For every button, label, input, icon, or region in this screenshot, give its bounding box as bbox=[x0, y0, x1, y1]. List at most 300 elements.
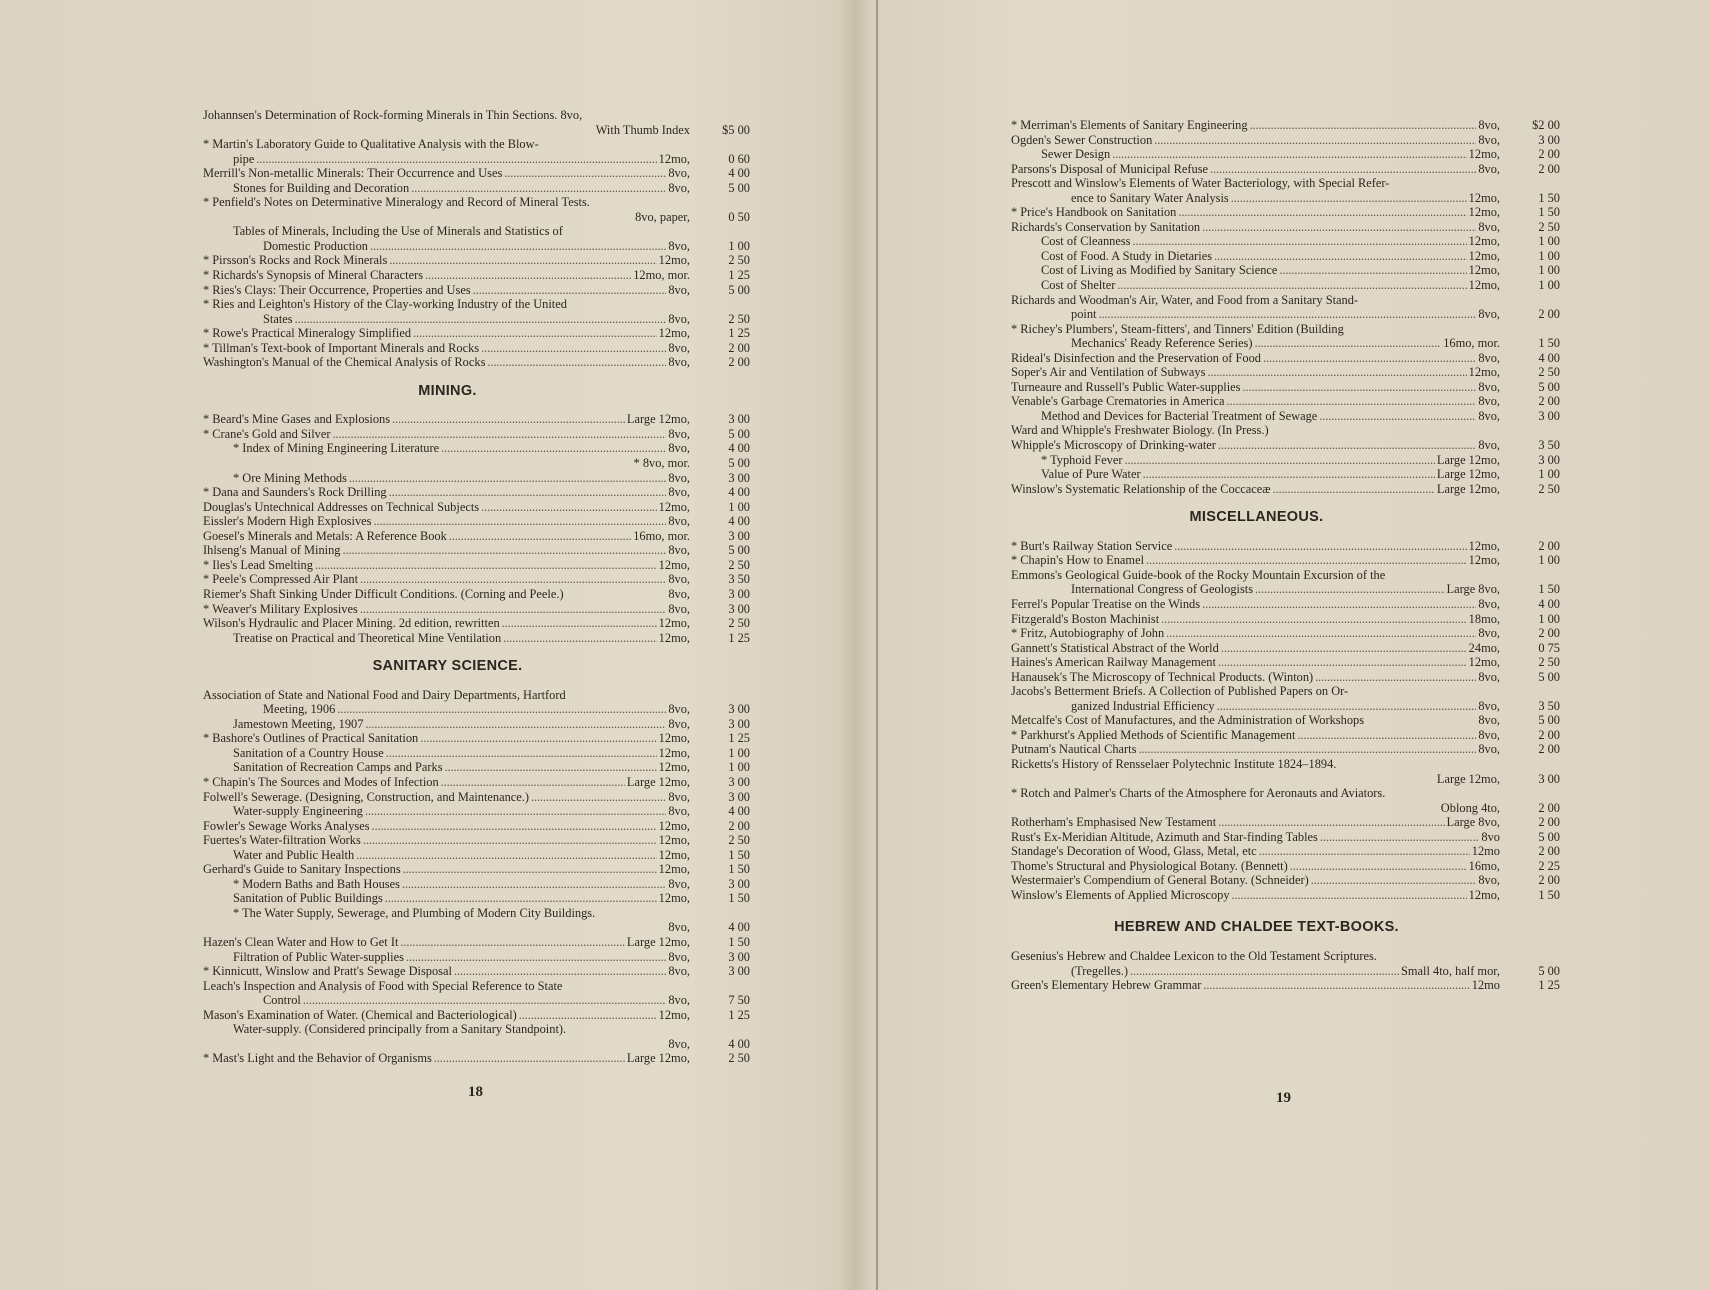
entry-title: Eissler's Modern High Explosives bbox=[203, 514, 372, 529]
entry-format: 12mo, bbox=[658, 847, 690, 862]
entry-format: 8vo, bbox=[668, 166, 690, 181]
catalog-entry bbox=[203, 108, 752, 137]
entry-price: 3 00 bbox=[728, 528, 750, 543]
entry-price: 5 00 bbox=[728, 180, 750, 195]
section-title-miscellaneous: MISCELLANEOUS. bbox=[1189, 509, 1324, 526]
catalog-entry bbox=[203, 253, 752, 268]
miscellaneous-list bbox=[1011, 539, 1562, 903]
catalog-entry bbox=[1011, 539, 1562, 554]
catalog-entry bbox=[1011, 728, 1562, 743]
entry-title: Goesel's Minerals and Metals: A Reference Book bbox=[203, 528, 447, 543]
catalog-entry bbox=[1011, 278, 1562, 293]
entry-title: Folwell's Sewerage. (Designing, Construction, and Maintenance.) bbox=[203, 789, 530, 804]
entry-format: 12mo, mor. bbox=[633, 268, 690, 283]
dot-leader bbox=[1130, 964, 1399, 979]
catalog-entry bbox=[1011, 553, 1562, 568]
catalog-entry bbox=[203, 862, 752, 877]
entry-price: 2 50 bbox=[728, 311, 750, 326]
entry-title: * Iles's Lead Smelting bbox=[203, 557, 313, 572]
catalog-entry bbox=[203, 326, 752, 341]
entry-title: Venable's Garbage Crematories in America bbox=[1011, 394, 1225, 409]
entry-title: Cost of Cleanness bbox=[1041, 234, 1131, 249]
entry-price: 2 50 bbox=[728, 1051, 750, 1066]
entry-format: 8vo, bbox=[1478, 727, 1500, 742]
catalog-entry bbox=[1011, 438, 1562, 453]
entry-price: 3 00 bbox=[728, 964, 750, 979]
entry-title: Parsons's Disposal of Municipal Refuse bbox=[1011, 161, 1209, 176]
mineralogy-list bbox=[203, 108, 752, 370]
dot-leader bbox=[400, 935, 625, 950]
dot-leader bbox=[504, 166, 666, 181]
entry-format: Large 8vo, bbox=[1446, 582, 1500, 597]
catalog-entry bbox=[203, 935, 752, 950]
dot-leader bbox=[481, 500, 657, 515]
entry-format: 12mo, bbox=[1468, 538, 1500, 553]
catalog-entry bbox=[1011, 757, 1562, 786]
catalog-entry bbox=[203, 456, 752, 471]
catalog-entry bbox=[1011, 234, 1562, 249]
catalog-entry bbox=[1011, 568, 1562, 597]
entry-price: 1 00 bbox=[728, 745, 750, 760]
dot-leader bbox=[1138, 742, 1476, 757]
catalog-entry bbox=[1011, 670, 1562, 685]
entry-price: 1 50 bbox=[1538, 582, 1560, 597]
entry-format: 8vo, bbox=[668, 426, 690, 441]
entry-price: 5 00 bbox=[1538, 669, 1560, 684]
catalog-entry bbox=[203, 558, 752, 573]
entry-price: 1 25 bbox=[728, 731, 750, 746]
catalog-entry bbox=[1011, 482, 1562, 497]
entry-title: Ricketts's History of Rensselaer Polytechnic Institute 1824–1894. bbox=[1011, 756, 1337, 771]
dot-leader bbox=[349, 471, 666, 486]
dot-leader bbox=[256, 152, 656, 167]
entry-price: 5 00 bbox=[728, 543, 750, 558]
entry-price: 2 25 bbox=[1538, 858, 1560, 873]
entry-format: 12mo, bbox=[658, 630, 690, 645]
dot-leader bbox=[441, 775, 625, 790]
catalog-entry bbox=[203, 485, 752, 500]
catalog-entry bbox=[1011, 655, 1562, 670]
entry-title: * Richey's Plumbers', Steam-fitters', and Tinners' Edition (Building bbox=[1011, 321, 1344, 336]
entry-price: 2 50 bbox=[728, 833, 750, 848]
catalog-entry bbox=[203, 979, 752, 1008]
entry-format: 16mo, bbox=[1468, 858, 1500, 873]
dot-leader bbox=[1143, 467, 1435, 482]
entry-price: 5 00 bbox=[1538, 963, 1560, 978]
entry-title: Gannett's Statistical Abstract of the World bbox=[1011, 640, 1219, 655]
dot-leader bbox=[1218, 438, 1476, 453]
entry-title: * Crane's Gold and Silver bbox=[203, 426, 331, 441]
dot-leader bbox=[1226, 394, 1476, 409]
entry-price: 2 00 bbox=[1538, 727, 1560, 742]
catalog-entry bbox=[1011, 263, 1562, 278]
dot-leader bbox=[370, 239, 666, 254]
entry-format: Large 12mo, bbox=[626, 774, 690, 789]
catalog-entry bbox=[1011, 380, 1562, 395]
catalog-entry bbox=[203, 283, 752, 298]
entry-title: * Price's Handbook on Sanitation bbox=[1011, 205, 1177, 220]
entry-price: 3 00 bbox=[728, 716, 750, 731]
entry-format: 12mo, bbox=[1468, 365, 1500, 380]
catalog-entry bbox=[203, 616, 752, 631]
catalog-entry bbox=[203, 355, 752, 370]
entry-title: Emmons's Geological Guide-book of the Rocky Mountain Excursion of the bbox=[1011, 567, 1386, 582]
entry-title: International Congress of Geologists bbox=[1071, 582, 1254, 597]
entry-format: 12mo, bbox=[1468, 190, 1500, 205]
entry-title: Leach's Inspection and Analysis of Food with Special Reference to State bbox=[203, 978, 563, 993]
dot-leader bbox=[519, 1008, 657, 1023]
dot-leader bbox=[392, 412, 625, 427]
entry-price: 1 00 bbox=[1538, 611, 1560, 626]
catalog-entry bbox=[1011, 147, 1562, 162]
entry-format: 8vo, paper, bbox=[635, 209, 690, 224]
entry-format: 8vo, bbox=[1478, 438, 1500, 453]
dot-leader bbox=[1250, 118, 1477, 133]
section-title-mining: MINING. bbox=[418, 382, 477, 399]
entry-price: 7 50 bbox=[728, 993, 750, 1008]
catalog-entry bbox=[203, 166, 752, 181]
dot-leader bbox=[1125, 453, 1435, 468]
catalog-entry bbox=[203, 137, 752, 166]
entry-price: 2 00 bbox=[1538, 147, 1560, 162]
dot-leader bbox=[1210, 162, 1476, 177]
dot-leader bbox=[1178, 205, 1466, 220]
catalog-entry bbox=[203, 790, 752, 805]
entry-price: 3 00 bbox=[728, 702, 750, 717]
entry-title: Method and Devices for Bacterial Treatment of Sewage bbox=[1041, 408, 1318, 423]
entry-title: Stones for Building and Decoration bbox=[233, 180, 410, 195]
entry-title: Cost of Food. A Study in Dietaries bbox=[1041, 248, 1213, 263]
dot-leader bbox=[1202, 597, 1476, 612]
catalog-entry bbox=[1011, 978, 1562, 993]
entry-title: States bbox=[263, 311, 293, 326]
entry-format: 8vo, bbox=[1478, 408, 1500, 423]
entry-title: * Bashore's Outlines of Practical Sanitation bbox=[203, 731, 419, 746]
entry-title: ganized Industrial Efficiency bbox=[1071, 698, 1215, 713]
entry-format: Large 12mo, bbox=[626, 1051, 690, 1066]
entry-format: * 8vo, mor. bbox=[633, 456, 690, 471]
entry-title: Soper's Air and Ventilation of Subways bbox=[1011, 365, 1206, 380]
entry-format: 8vo, bbox=[668, 949, 690, 964]
entry-format: Large 12mo, bbox=[1436, 481, 1500, 496]
entry-format: 12mo, bbox=[658, 557, 690, 572]
entry-price: 2 00 bbox=[1538, 307, 1560, 322]
catalog-entry bbox=[1011, 394, 1562, 409]
catalog-entry bbox=[203, 587, 752, 602]
entry-format: 8vo, bbox=[668, 470, 690, 485]
entry-title: Rotherham's Emphasised New Testament bbox=[1011, 815, 1217, 830]
dot-leader bbox=[385, 891, 657, 906]
dot-leader bbox=[413, 326, 657, 341]
entry-price: $2 00 bbox=[1532, 118, 1560, 132]
dot-leader bbox=[1255, 582, 1445, 597]
entry-title: Sewer Design bbox=[1041, 147, 1111, 162]
entry-title: Treatise on Practical and Theoretical Mine Ventilation bbox=[233, 630, 502, 645]
catalog-entry bbox=[203, 877, 752, 892]
catalog-entry bbox=[203, 341, 752, 356]
entry-title: Douglas's Untechnical Addresses on Technical Subjects bbox=[203, 499, 480, 514]
entry-format: Large 12mo, bbox=[1436, 467, 1500, 482]
dot-leader bbox=[389, 485, 667, 500]
entry-title: * Burt's Railway Station Service bbox=[1011, 538, 1173, 553]
catalog-entry bbox=[1011, 873, 1562, 888]
entry-title: Sanitation of Public Buildings bbox=[233, 891, 383, 906]
dot-leader bbox=[372, 819, 657, 834]
entry-format: 12mo, bbox=[658, 745, 690, 760]
dot-leader bbox=[406, 950, 666, 965]
dot-leader bbox=[389, 253, 656, 268]
catalog-entry bbox=[1011, 949, 1562, 978]
entry-price: 1 00 bbox=[1538, 467, 1560, 482]
entry-title: pipe bbox=[233, 151, 255, 166]
catalog-entry bbox=[203, 848, 752, 863]
entry-title: * Chapin's The Sources and Modes of Infection bbox=[203, 774, 439, 789]
entry-title: Prescott and Winslow's Elements of Water Bacteriology, with Special Refer- bbox=[1011, 176, 1390, 191]
entry-format: Small 4to, half mor, bbox=[1401, 963, 1500, 978]
dot-leader bbox=[1217, 699, 1477, 714]
page-number-left: 18 bbox=[468, 1084, 483, 1100]
entry-format: 12mo bbox=[1471, 844, 1500, 859]
entry-price: 1 25 bbox=[1538, 978, 1560, 993]
entry-format: 8vo, bbox=[1478, 698, 1500, 713]
entry-title: Johannsen's Determination of Rock-forming Minerals in Thin Sections. 8vo, bbox=[203, 108, 583, 122]
entry-price: 3 00 bbox=[1538, 132, 1560, 147]
entry-title: ence to Sanitary Water Analysis bbox=[1071, 190, 1229, 205]
dot-leader bbox=[481, 341, 666, 356]
entry-title: * Weaver's Military Explosives bbox=[203, 601, 358, 616]
entry-price: 1 00 bbox=[1538, 553, 1560, 568]
entry-title: * Pirsson's Rocks and Rock Minerals bbox=[203, 253, 388, 268]
entry-format: 12mo, bbox=[658, 862, 690, 877]
catalog-entry bbox=[203, 631, 752, 646]
entry-format: 8vo, bbox=[668, 514, 690, 529]
dot-leader bbox=[1174, 539, 1466, 554]
entry-title: Water and Public Health bbox=[233, 847, 355, 862]
catalog-entry bbox=[1011, 322, 1562, 351]
entry-format: 8vo, bbox=[668, 804, 690, 819]
dot-leader bbox=[356, 848, 657, 863]
entry-format: 8vo, bbox=[1478, 873, 1500, 888]
entry-format: 24mo, bbox=[1468, 640, 1500, 655]
dot-leader bbox=[1166, 626, 1476, 641]
entry-price: 0 50 bbox=[728, 209, 750, 224]
entry-title: Tables of Minerals, Including the Use of Minerals and Statistics of bbox=[233, 224, 563, 239]
catalog-entry bbox=[1011, 742, 1562, 757]
entry-format: 8vo, bbox=[668, 1036, 690, 1051]
section-title-hebrew-chaldee: HEBREW AND CHALDEE TEXT-BOOKS. bbox=[1114, 919, 1399, 936]
entry-price: 1 25 bbox=[728, 1007, 750, 1022]
catalog-entry bbox=[203, 543, 752, 558]
entry-price: 1 00 bbox=[1538, 263, 1560, 278]
entry-title: * Ore Mining Methods bbox=[233, 470, 347, 485]
entry-format: 8vo, bbox=[668, 601, 690, 616]
entry-format: 8vo, bbox=[668, 876, 690, 891]
dot-leader bbox=[342, 543, 666, 558]
catalog-entry bbox=[1011, 176, 1562, 205]
entry-price: 3 00 bbox=[728, 470, 750, 485]
page-18 bbox=[203, 108, 752, 1066]
entry-title: Sanitation of Recreation Camps and Parks bbox=[233, 760, 443, 775]
entry-title: * Ries and Leighton's History of the Clay-working Industry of the United bbox=[203, 297, 567, 312]
entry-title: Association of State and National Food and Dairy Departments, Hartford bbox=[203, 687, 566, 702]
entry-title: Fuertes's Water-filtration Works bbox=[203, 833, 361, 848]
entry-title: Ward and Whipple's Freshwater Biology. (In Press.) bbox=[1011, 423, 1269, 438]
dot-leader bbox=[365, 717, 666, 732]
dot-leader bbox=[1231, 191, 1467, 206]
catalog-entry bbox=[203, 775, 752, 790]
entry-title: Water-supply. (Considered principally from a Sanitary Standpoint). bbox=[233, 1022, 567, 1037]
dot-leader bbox=[454, 964, 666, 979]
dot-leader bbox=[1290, 859, 1467, 874]
entry-format: Large 8vo, bbox=[1446, 815, 1500, 830]
entry-price: 4 00 bbox=[1538, 350, 1560, 365]
entry-format: 8vo, bbox=[668, 282, 690, 297]
entry-title: Standage's Decoration of Wood, Glass, Metal, etc bbox=[1011, 844, 1257, 859]
entry-title: * Index of Mining Engineering Literature bbox=[233, 441, 440, 456]
entry-price: 3 00 bbox=[728, 412, 750, 427]
dot-leader bbox=[1161, 612, 1467, 627]
entry-title: Mechanics' Ready Reference Series) bbox=[1071, 336, 1253, 351]
catalog-entry bbox=[1011, 786, 1562, 815]
entry-title: Hazen's Clean Water and How to Get It bbox=[203, 934, 399, 949]
entry-title: Cost of Living as Modified by Sanitary Science bbox=[1041, 263, 1278, 278]
entry-format: 8vo, bbox=[1478, 132, 1500, 147]
entry-format: 12mo, bbox=[1468, 147, 1500, 162]
entry-title: Riemer's Shaft Sinking Under Difficult Conditions. (Corning and Peele.) bbox=[203, 586, 564, 601]
entry-price: 2 50 bbox=[728, 616, 750, 631]
entry-title: Meeting, 1906 bbox=[263, 702, 336, 717]
entry-price: 3 00 bbox=[1538, 408, 1560, 423]
dot-leader bbox=[1315, 670, 1476, 685]
entry-title: Jacobs's Betterment Briefs. A Collection of Published Papers on Or- bbox=[1011, 684, 1349, 699]
entry-title: Hanausek's The Microscopy of Technical Products. (Winton) bbox=[1011, 669, 1314, 684]
catalog-entry bbox=[1011, 626, 1562, 641]
entry-price: 5 00 bbox=[1538, 379, 1560, 394]
dot-leader bbox=[487, 355, 666, 370]
dot-leader bbox=[1112, 147, 1467, 162]
entry-title: Cost of Shelter bbox=[1041, 278, 1116, 293]
catalog-entry bbox=[203, 427, 752, 442]
entry-format: 8vo, bbox=[668, 920, 690, 935]
entry-title: Jamestown Meeting, 1907 bbox=[233, 716, 364, 731]
entry-format: 8vo, bbox=[668, 543, 690, 558]
hebrew-chaldee-list bbox=[1011, 949, 1562, 993]
catalog-entry bbox=[1011, 133, 1562, 148]
dot-leader bbox=[1218, 655, 1467, 670]
entry-price: 3 00 bbox=[728, 789, 750, 804]
catalog-entry bbox=[1011, 888, 1562, 903]
entry-title: Haines's American Railway Management bbox=[1011, 655, 1216, 670]
entry-price: 2 00 bbox=[1538, 626, 1560, 641]
entry-price: 2 50 bbox=[1538, 365, 1560, 380]
entry-price: 1 25 bbox=[728, 326, 750, 341]
entry-title: * Martin's Laboratory Guide to Qualitative Analysis with the Blow- bbox=[203, 137, 539, 152]
entry-price: 3 00 bbox=[728, 876, 750, 891]
entry-price: $5 00 bbox=[722, 122, 750, 137]
entry-format: 8vo, bbox=[668, 340, 690, 355]
entry-format: 8vo, bbox=[1478, 379, 1500, 394]
entry-format: 8vo, bbox=[1478, 626, 1500, 641]
dot-leader bbox=[1259, 844, 1470, 859]
catalog-entry bbox=[203, 471, 752, 486]
dot-leader bbox=[1154, 133, 1476, 148]
entry-title: Richards's Conservation by Sanitation bbox=[1011, 219, 1201, 234]
dot-leader bbox=[1202, 220, 1476, 235]
catalog-entry bbox=[203, 688, 752, 717]
catalog-entry bbox=[203, 717, 752, 732]
entry-title: * Merriman's Elements of Sanitary Engineering bbox=[1011, 118, 1248, 132]
entry-price: 2 50 bbox=[728, 253, 750, 268]
entry-title: Rust's Ex-Meridian Altitude, Azimuth and Star-finding Tables bbox=[1011, 829, 1318, 844]
entry-format: 8vo, bbox=[1478, 161, 1500, 176]
catalog-entry bbox=[203, 1051, 752, 1066]
entry-title: Green's Elementary Hebrew Grammar bbox=[1011, 978, 1202, 993]
entry-price: 2 00 bbox=[1538, 161, 1560, 176]
entry-format: 12mo, bbox=[658, 891, 690, 906]
entry-format: 8vo, bbox=[668, 355, 690, 370]
entry-price: 3 00 bbox=[728, 949, 750, 964]
entry-title: Washington's Manual of the Chemical Analysis of Rocks bbox=[203, 355, 486, 370]
entry-price: 2 00 bbox=[1538, 538, 1560, 553]
entry-title: Control bbox=[263, 993, 301, 1008]
entry-title: * The Water Supply, Sewerage, and Plumbing of Modern City Buildings. bbox=[233, 905, 596, 920]
entry-price: 1 50 bbox=[1538, 336, 1560, 351]
dot-leader bbox=[420, 731, 656, 746]
dot-leader bbox=[1272, 482, 1434, 497]
entry-title: * Kinnicutt, Winslow and Pratt's Sewage Disposal bbox=[203, 964, 452, 979]
entry-price: 3 00 bbox=[728, 586, 750, 601]
entry-format: 8vo, bbox=[1478, 350, 1500, 365]
entry-title: * Rotch and Palmer's Charts of the Atmosphere for Aeronauts and Aviators. bbox=[1011, 786, 1386, 801]
entry-price: 1 00 bbox=[1538, 234, 1560, 249]
entry-price: 1 50 bbox=[728, 862, 750, 877]
entry-format: 8vo, bbox=[668, 180, 690, 195]
entry-title: * Chapin's How to Enamel bbox=[1011, 553, 1145, 568]
catalog-entry bbox=[203, 1008, 752, 1023]
catalog-entry bbox=[203, 297, 752, 326]
catalog-entry bbox=[1011, 713, 1562, 728]
entry-format: 8vo, bbox=[668, 441, 690, 456]
dot-leader bbox=[411, 181, 666, 196]
entry-price: 1 50 bbox=[728, 934, 750, 949]
entry-title: Putnam's Nautical Charts bbox=[1011, 742, 1137, 757]
catalog-entry bbox=[1011, 597, 1562, 612]
catalog-entry bbox=[203, 964, 752, 979]
entry-format: 12mo, bbox=[658, 731, 690, 746]
entry-title: * Penfield's Notes on Determinative Mineralogy and Record of Mineral Tests. bbox=[203, 195, 590, 210]
entry-price: 0 75 bbox=[1538, 640, 1560, 655]
entry-price: 1 50 bbox=[728, 847, 750, 862]
catalog-entry bbox=[203, 514, 752, 529]
dot-leader bbox=[1232, 888, 1467, 903]
entry-title: Wilson's Hydraulic and Placer Mining. 2d edition, rewritten bbox=[203, 616, 500, 631]
entry-price: 3 50 bbox=[728, 572, 750, 587]
entry-format: 16mo, mor. bbox=[633, 528, 690, 543]
entry-format: 8vo, bbox=[668, 702, 690, 717]
catalog-entry bbox=[203, 602, 752, 617]
entry-format: 8vo, bbox=[668, 311, 690, 326]
entry-format: 12mo, bbox=[658, 616, 690, 631]
entry-format: 12mo, bbox=[1468, 655, 1500, 670]
catalog-entry bbox=[203, 731, 752, 746]
entry-title: * Typhoid Fever bbox=[1041, 452, 1123, 467]
entry-title: * Rowe's Practical Mineralogy Simplified bbox=[203, 326, 412, 341]
dot-leader bbox=[373, 514, 666, 529]
entry-price: 5 00 bbox=[728, 456, 750, 471]
dot-leader bbox=[503, 631, 657, 646]
entry-format: 8vo, bbox=[1478, 394, 1500, 409]
dot-leader bbox=[502, 616, 657, 631]
